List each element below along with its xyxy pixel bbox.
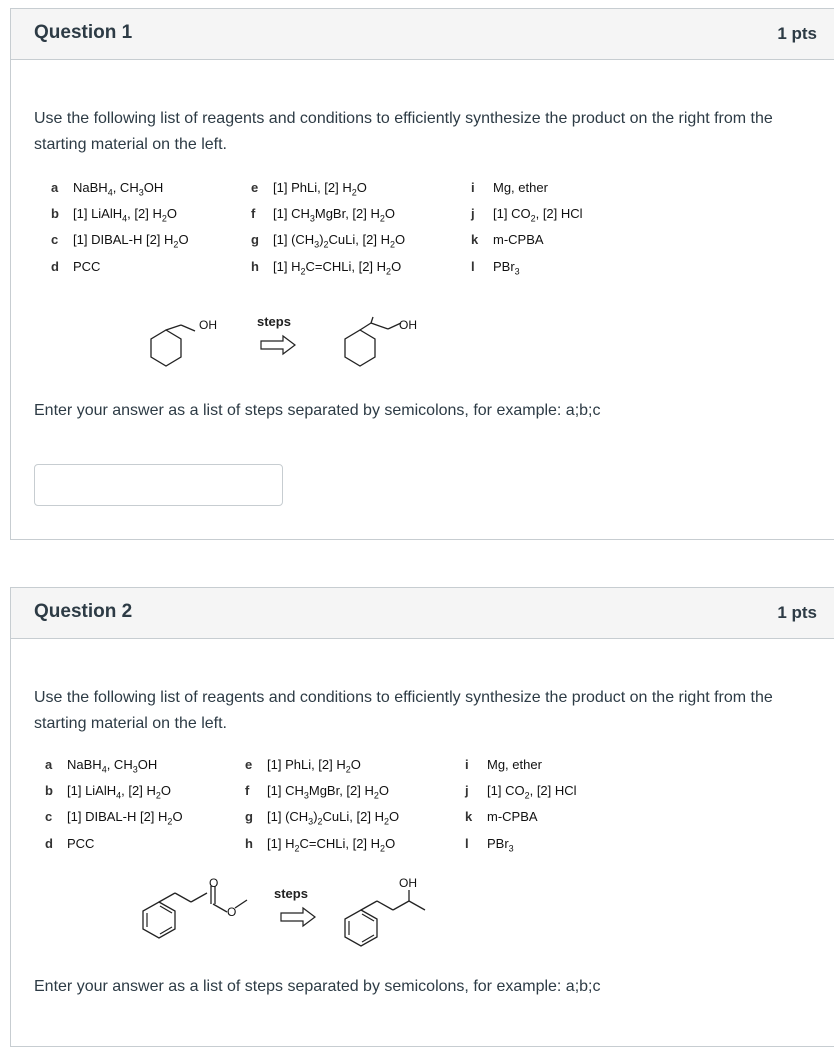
reagent-letter: c [51,232,59,247]
reagent-letter: g [251,232,259,247]
reagent-c [51,231,189,249]
reagent-j [465,782,577,800]
reagent-text: [1] $H_2C=CHLi$, [2] $H_2O$ [273,259,402,277]
question-prompt: Use the following list of reagents and conditions to efficiently synthesize the product on the right from the starting material on the left. [34,110,773,153]
reagent-text: [1] $(CH_3)_2CuLi$, [2] $H_2O$ [273,232,406,250]
reagent-h [251,258,401,276]
bond [159,893,175,902]
reagent-letter: e [251,180,259,195]
reagent-letter: a [45,757,53,772]
reagent-letter: k [465,809,473,824]
reagent-text: PBr$_3$ [493,259,520,277]
benzene-ring [143,902,175,938]
reagent-text: [1] PhLi, [2] $H_2O$ [273,180,367,198]
reaction-arrow [279,906,319,928]
bond [393,901,409,910]
reagent-text: NaBH$_4$, $CH_3OH$ [73,180,164,198]
product-oh-label: OH [399,318,417,332]
reagent-g [251,231,405,249]
question-points: 1 pts [777,24,817,43]
question-2 [10,587,834,1047]
reagent-text: [1] LiAlH$_4$, [2] $H_2O$ [73,206,177,224]
reagent-letter: a [51,180,59,195]
reagent-d [45,835,94,853]
reagent-d [51,258,100,276]
reagent-letter: l [471,259,475,274]
reagent-a [51,179,163,197]
reagent-letter: b [51,206,59,221]
reagent-text: [1] $CH_3MgBr$, [2] $H_2O$ [267,783,390,801]
arrow-label: steps [274,886,308,901]
reagent-letter: b [45,783,53,798]
bond [213,904,227,912]
reagent-k [465,808,538,826]
reagent-letter: c [45,809,53,824]
aromatic-bond [362,935,374,942]
reagent-f [251,205,395,223]
reagent-i [465,756,542,774]
carbonyl-o-label: O [209,876,219,890]
cyclohexane-ring [151,330,181,366]
reagent-letter: j [471,206,475,221]
reagent-letter: l [465,836,469,851]
reagent-text: Mg, ether [487,757,542,772]
reagent-a [45,756,157,774]
question-title: Question 2 [34,601,133,622]
reagent-text: [1] $H_2C=CHLi$, [2] $H_2O$ [267,836,396,854]
bond [377,901,393,910]
ester-o-label: O [227,905,237,919]
reagent-text: NaBH$_4$, $CH_3OH$ [67,757,158,775]
reagent-letter: f [251,206,256,221]
reagent-letter: j [465,783,469,798]
reagent-j [471,205,583,223]
reagent-letter: d [45,836,53,851]
start-oh-label: OH [199,318,217,332]
benzene-ring [345,910,377,946]
reagent-l [471,258,520,276]
reagent-letter: h [245,836,253,851]
reagent-letter: d [51,259,59,274]
bond [181,325,195,331]
reagent-letter: i [465,757,469,772]
bond [360,323,371,330]
methyl-bond [371,317,373,323]
reagent-text: m-CPBA [487,809,538,824]
reagent-letter: e [245,757,253,772]
arrow-label: steps [257,314,291,329]
reagent-letter: i [471,180,475,195]
reagent-h [245,835,395,853]
reaction-arrow [259,334,299,356]
reagent-text: PCC [67,836,95,851]
reagent-text: [1] $CO_2$, [2] HCl [487,783,577,801]
reagent-text: [1] $CO_2$, [2] HCl [493,206,583,224]
reagent-letter: g [245,809,253,824]
reagent-text: [1] DIBAL-H [2] $H_2O$ [67,809,183,827]
aromatic-bond [362,914,374,921]
reagent-e [251,179,367,197]
reagent-text: PBr$_3$ [487,836,514,854]
bond [175,893,191,902]
question-title: Question 1 [34,22,133,43]
question-prompt: Use the following list of reagents and conditions to efficiently synthesize the product on the right from the starting material on the left. [34,689,773,732]
reagent-b [45,782,171,800]
reagent-c [45,808,183,826]
reagent-text: PCC [73,259,101,274]
reagent-text: m-CPBA [493,232,544,247]
bond [361,901,377,910]
reagent-k [471,231,544,249]
question-1 [10,8,834,540]
reagent-e [245,756,361,774]
product-oh-label: OH [399,876,417,890]
reagent-g [245,808,399,826]
reagent-text: [1] DIBAL-H [2] $H_2O$ [73,232,189,250]
bond [409,901,425,910]
product-structure [341,888,441,958]
reagent-i [471,179,548,197]
bond [371,323,388,329]
reagent-letter: h [251,259,259,274]
bond [166,325,181,330]
reagent-text: Mg, ether [493,180,548,195]
reagent-text: [1] LiAlH$_4$, [2] $H_2O$ [67,783,171,801]
question-header [11,588,834,639]
question-points: 1 pts [777,603,817,622]
answer-instruction: Enter your answer as a list of steps separated by semicolons, for example: a;b;c [34,402,601,419]
reagent-text: [1] $(CH_3)_2CuLi$, [2] $H_2O$ [267,809,400,827]
reagent-l [465,835,514,853]
reagent-text: [1] $CH_3MgBr$, [2] $H_2O$ [273,206,396,224]
reagent-b [51,205,177,223]
aromatic-bond [160,906,172,913]
bond [235,900,247,908]
bond [191,893,207,902]
reagent-f [245,782,389,800]
reagent-text: [1] PhLi, [2] $H_2O$ [267,757,361,775]
reagent-letter: f [245,783,250,798]
answer-instruction: Enter your answer as a list of steps separated by semicolons, for example: a;b;c [34,978,601,995]
cyclohexane-ring [345,330,375,366]
reagent-letter: k [471,232,479,247]
question-header [11,9,834,60]
answer-input[interactable] [34,464,283,506]
aromatic-bond [160,927,172,934]
